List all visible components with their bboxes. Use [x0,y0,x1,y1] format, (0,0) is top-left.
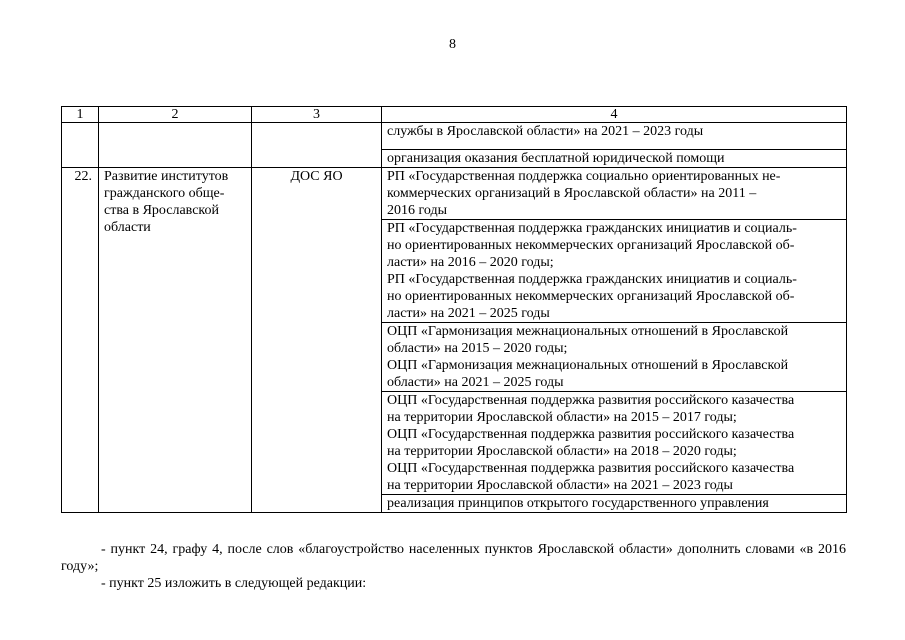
row22-name-line: ства в Ярославской [104,203,220,218]
program-line: реализация принципов открытого государственного управления [387,496,769,511]
program-line: области» на 2015 – 2020 годы; [387,341,568,356]
program-line: на территории Ярославской области» на 2021 – 2023 годы [387,478,733,493]
document-table [61,106,847,513]
row22-name-line: Развитие институтов [104,169,229,184]
program-line: на территории Ярославской области» на 2018 – 2020 годы; [387,444,737,459]
row22-program-cell [382,495,847,513]
page-number: 8 [449,37,456,52]
program-line: РП «Государственная поддержка социально ориентированных не- [387,169,781,184]
header-col-4: 4 [382,107,847,123]
program-line: ОЦП «Гармонизация межнациональных отношений в Ярославской [387,358,789,373]
amendment-paragraph-25: - пункт 25 изложить в следующей редакции: [101,576,367,591]
program-line: ОЦП «Государственная поддержка развития российского казачества [387,461,795,476]
row22-program-cell [382,168,847,220]
program-line: ОЦП «Государственная поддержка развития российского казачества [387,427,795,442]
header-col-2: 2 [99,107,252,123]
table-row-22-a [62,168,847,220]
paragraph-text: «в 2016 году»; [61,542,846,574]
header-col-3: 3 [252,107,382,123]
row22-name [99,168,252,513]
cont-cell-4a: службы в Ярославской области» на 2021 – 2023 годы [382,123,847,150]
row22-executor: ДОС ЯО [252,168,382,513]
program-line: ОЦП «Государственная поддержка развития российского казачества [387,393,795,408]
table-row-continuation-a [62,123,847,150]
cont-cell-2 [99,123,252,168]
paragraph-text: - пункт 24, графу 4, после слов «благоустройство населенных пунктов Ярославской области» дополнить словами [101,542,795,557]
amendment-paragraph-24 [61,541,846,575]
cont-cell-4b: организация оказания бесплатной юридической помощи [382,150,847,168]
row22-program-cell [382,220,847,323]
cont-cell-3 [252,123,382,168]
program-line: области» на 2021 – 2025 годы [387,375,564,390]
program-line: но ориентированных некоммерческих организаций Ярославской об- [387,238,795,253]
cont-cell-1 [62,123,99,168]
row22-program-cell [382,323,847,392]
program-line: ласти» на 2016 – 2020 годы; [387,255,554,270]
row22-number: 22. [62,168,99,513]
program-line: РП «Государственная поддержка гражданских инициатив и социаль- [387,221,797,236]
program-line: на территории Ярославской области» на 2015 – 2017 годы; [387,410,737,425]
table-header-row [62,107,847,123]
header-col-1: 1 [62,107,99,123]
row22-program-cell [382,392,847,495]
row22-name-line: гражданского обще- [104,186,225,201]
program-line: ласти» на 2021 – 2025 годы [387,306,550,321]
program-line: но ориентированных некоммерческих организаций Ярославской об- [387,289,795,304]
row22-name-line: области [104,220,151,235]
program-line: ОЦП «Гармонизация межнациональных отношений в Ярославской [387,324,789,339]
program-line: коммерческих организаций в Ярославской области» на 2011 – [387,186,757,201]
program-line: РП «Государственная поддержка гражданских инициатив и социаль- [387,272,797,287]
program-line: 2016 годы [387,203,448,218]
